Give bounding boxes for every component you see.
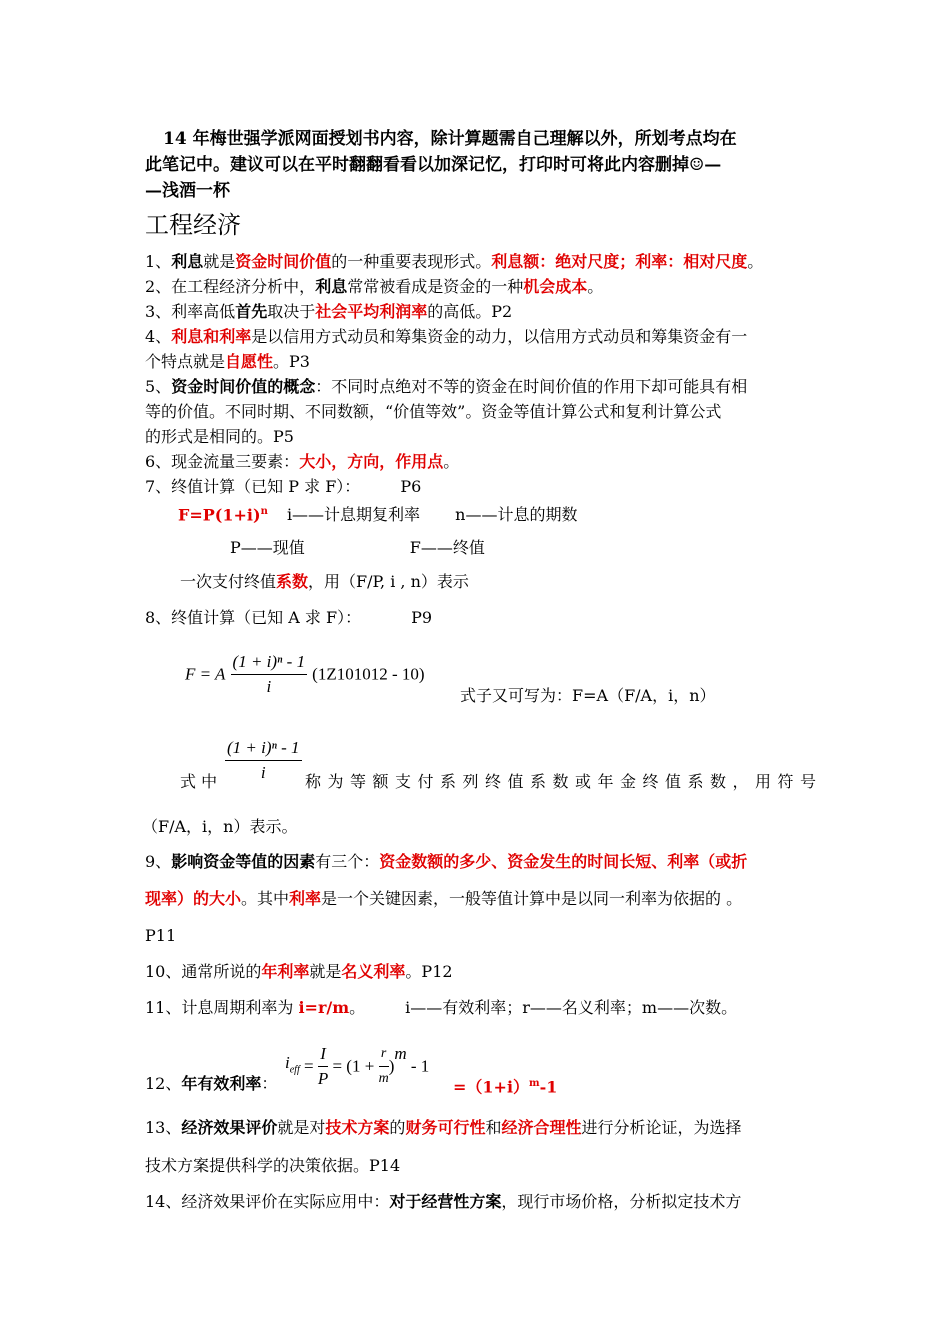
text: 有三个： xyxy=(315,852,380,871)
text: i——有效利率；r——名义利率；m——次数。 xyxy=(405,998,738,1017)
item-9-line-2 xyxy=(145,887,815,911)
formula-text: - 1 xyxy=(406,1056,430,1076)
highlight-text: 名义利率 xyxy=(341,962,406,981)
text: 的 xyxy=(389,1118,406,1137)
text: 10、通常所说的 xyxy=(145,962,262,981)
text: 和 xyxy=(485,1118,502,1137)
highlight-text: 资金时间价值 xyxy=(235,252,332,271)
bold-text: 利息 xyxy=(315,277,348,296)
formula-text: F=P(1+i) xyxy=(178,505,261,525)
text: 的一种重要表现形式。 xyxy=(331,252,492,271)
text: 13、 xyxy=(145,1118,182,1137)
text: 6、现金流量三要素： xyxy=(145,452,300,471)
text: 。 xyxy=(587,277,604,296)
text: 14、经济效果评价在实际应用中： xyxy=(145,1192,390,1211)
text: 。其中 xyxy=(241,889,290,908)
formula-numerator: I xyxy=(318,1042,328,1067)
text: ，用（F/P, i , n）表示 xyxy=(308,572,469,591)
text: 8、终值计算（已知 A 求 F）： xyxy=(145,608,362,627)
formula-effective-rate xyxy=(285,1042,465,1092)
highlight-text: 技术方案 xyxy=(325,1118,390,1137)
item-11 xyxy=(145,996,815,1020)
item-13-line-2: 技术方案提供科学的决策依据。P14 xyxy=(145,1156,401,1175)
text: 的高低。P2 xyxy=(427,302,513,321)
text: 。P12 xyxy=(405,962,453,981)
item-12-result xyxy=(453,1072,573,1099)
text: 就是对 xyxy=(277,1118,326,1137)
bold-text: 经济效果评价 xyxy=(181,1118,278,1137)
item-7-legend-line xyxy=(230,536,900,560)
item-8 xyxy=(145,606,815,630)
text: 个特点就是 xyxy=(145,352,226,371)
text: 9、 xyxy=(145,852,172,871)
text: 2、在工程经济分析中， xyxy=(145,277,316,296)
page-ref: P9 xyxy=(411,608,433,627)
text: ： xyxy=(261,1074,278,1093)
item-8-shi: 式 中 xyxy=(180,772,218,791)
text: 是以信用方式动员和筹集资金的动力，以信用方式动员和筹集资金有一 xyxy=(251,327,748,346)
text: 一次支付终值 xyxy=(180,572,277,591)
item-4-line-2 xyxy=(145,350,815,374)
item-8-description: 称为等额支付系列终值系数或年金终值系数，用符号 xyxy=(305,772,823,791)
formula-fraction xyxy=(231,650,308,699)
text: 3、利率高低 xyxy=(145,302,236,321)
highlight-text: 利率 xyxy=(289,889,322,908)
text: i——计息期复利率 xyxy=(286,505,421,525)
item-4-line-1 xyxy=(145,325,815,349)
bold-text: 首先 xyxy=(235,302,268,321)
formula-numerator: (1 + i)ⁿ - 1 xyxy=(231,650,308,675)
highlight-text: 年利率 xyxy=(261,962,310,981)
highlight-text: 社会平均利润率 xyxy=(315,302,428,321)
text: n——计息的期数 xyxy=(455,505,578,525)
text: 是一个关键因素，一般等值计算中是以同一利率为依据的 。 xyxy=(321,889,743,908)
formula-symbol: i xyxy=(285,1052,290,1072)
formula-lhs xyxy=(285,1052,300,1076)
item-6 xyxy=(145,450,815,474)
bold-text: 年有效利率 xyxy=(181,1074,262,1093)
section-title: 工程经济 xyxy=(145,211,241,239)
item-8-symbol: （F/A，i，n）表示。 xyxy=(142,817,298,836)
highlight-text: 经济合理性 xyxy=(501,1118,582,1137)
highlight-text: 系数 xyxy=(276,572,309,591)
text: 7、终值计算（已知 P 求 F）： xyxy=(145,477,361,496)
bold-text: 资金时间价值的概念 xyxy=(171,377,316,396)
text: 进行分析论证，为选择 xyxy=(581,1118,742,1137)
formula-equals: = xyxy=(299,1056,318,1076)
item-7-formula-line xyxy=(178,500,848,527)
text: 。 xyxy=(747,252,764,271)
highlight-text: 大小，方向，作用点 xyxy=(299,452,444,471)
formula-subscript: eff xyxy=(289,1064,300,1076)
formula-superscript: n xyxy=(260,506,268,517)
text: =（1+i） xyxy=(453,1077,530,1097)
text: 1、 xyxy=(145,252,172,271)
formula-fraction xyxy=(318,1042,328,1091)
item-13-line-1 xyxy=(145,1116,815,1140)
text: P——现值 xyxy=(230,538,305,557)
formula-denominator: m xyxy=(378,1071,389,1086)
item-5-line-3: 的形式是相同的。P5 xyxy=(145,427,294,446)
text: 4、 xyxy=(145,327,172,346)
intro-line-3: —浅酒一杯 xyxy=(145,181,230,201)
highlight-text: 自愿性 xyxy=(225,352,274,371)
item-7 xyxy=(145,475,815,499)
item-3 xyxy=(145,300,815,324)
item-1 xyxy=(145,250,815,274)
highlight-text: i=r/m xyxy=(298,998,350,1017)
text: 11、计息周期利率为 xyxy=(145,998,299,1017)
bold-text: 利息 xyxy=(171,252,204,271)
text: 12、 xyxy=(145,1074,182,1093)
text: 。P3 xyxy=(273,352,310,371)
intro-line-2: 此笔记中。建议可以在平时翻翻看看以加深记忆，打印时可将此内容删掉☺— xyxy=(145,155,722,175)
text: 5、 xyxy=(145,377,172,396)
item-5-line-1 xyxy=(145,375,815,399)
formula-superscript: m xyxy=(529,1078,540,1089)
formula-denominator: P xyxy=(317,1069,329,1088)
formula-numerator: (1 + i)ⁿ - 1 xyxy=(225,736,302,761)
bold-text: 对于经营性方案 xyxy=(389,1192,502,1211)
formula-text: ) xyxy=(388,1056,395,1076)
highlight-text: 财务可行性 xyxy=(405,1118,486,1137)
highlight-text: 现率）的大小 xyxy=(145,889,242,908)
text: ，现行市场价格，分析拟定技术方 xyxy=(501,1192,742,1211)
formula-denominator: i xyxy=(260,763,266,782)
highlight-text: 利息额：绝对尺度；利率：相对尺度 xyxy=(491,252,748,271)
bold-text: 影响资金等值的因素 xyxy=(171,852,316,871)
item-2 xyxy=(145,275,815,299)
text: 取决于 xyxy=(267,302,316,321)
text: 就是 xyxy=(309,962,342,981)
highlight-text: -1 xyxy=(539,1077,558,1097)
item-10 xyxy=(145,960,815,984)
text: 。 xyxy=(443,452,460,471)
formula-superscript: m xyxy=(394,1044,407,1063)
formula-fraction xyxy=(379,1042,389,1091)
item-9-line-1 xyxy=(145,850,815,874)
highlight-text: 利息和利率 xyxy=(171,327,252,346)
formula-denominator: i xyxy=(266,677,272,696)
item-5-line-2: 等的价值。不同时期、不同数额，“价值等效”。资金等值计算公式和复利计算公式 xyxy=(145,402,722,421)
formula-tag: (1Z101012 - 10) xyxy=(312,664,425,684)
formula-numerator: r xyxy=(379,1042,389,1067)
highlight-text: 资金数额的多少、资金发生的时间长短、利率（或折 xyxy=(379,852,748,871)
formula-annuity-future-value xyxy=(185,650,485,700)
formula-text: = (1 + xyxy=(328,1056,379,1076)
item-7-note-line xyxy=(180,570,850,594)
text: F——终值 xyxy=(409,538,485,557)
item-8-alt-form: 式子又可写为：F=A（F/A，i，n） xyxy=(460,686,716,705)
intro-line-1: 14 年梅世强学派网面授划书内容，除计算题需自己理解以外，所划考点均在 xyxy=(163,129,737,149)
text: 常常被看成是资金的一种 xyxy=(347,277,524,296)
item-14 xyxy=(145,1190,815,1214)
text: ：不同时点绝对不等的资金在时间价值的作用下却可能具有相 xyxy=(315,377,748,396)
formula-lhs: F = A xyxy=(185,664,226,684)
page-ref: P6 xyxy=(400,477,422,496)
highlight-text: 机会成本 xyxy=(523,277,588,296)
text: 。 xyxy=(349,998,366,1017)
item-9-line-3: P11 xyxy=(145,926,177,945)
text: 就是 xyxy=(203,252,236,271)
